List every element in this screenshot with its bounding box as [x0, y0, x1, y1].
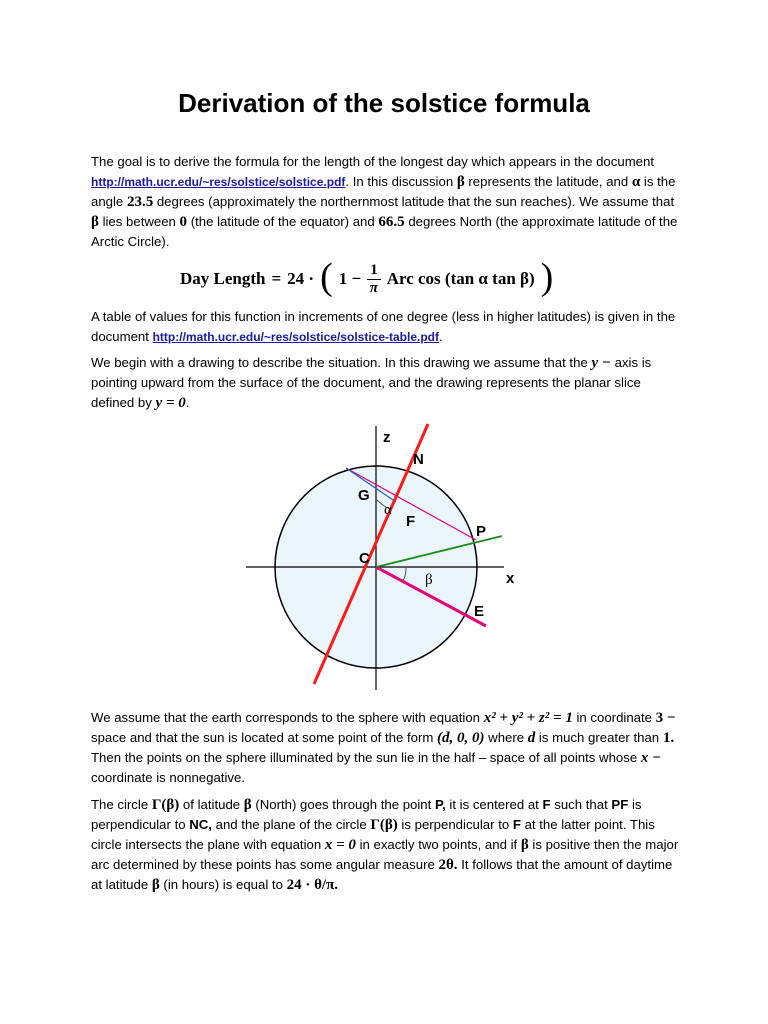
label-n: N [413, 451, 424, 468]
day-length-formula: Day Length = 24 · ( 1 − $\frac{1}{\pi}$ Arc cos (tan α tan β) ) [180, 256, 554, 298]
table-paragraph: A table of values for this function in increments of one degree (less in higher latitudes) is given in the document http://math.ucr.edu/~res/solstice/solstice-table.pdf. [91, 309, 676, 344]
sphere-paragraph: We assume that the earth corresponds to the sphere with equation x² + y² + z² = 1 in coordinate 3 − space and that the sun is located at some point of the form (d, 0, 0) where d is much greater than 1. Then the points on the sphere illuminated by the sun lie in the half – space of all points whose x − coordinate is nonnegative. [91, 710, 676, 785]
label-z: z [383, 429, 391, 446]
sphere-diagram [240, 418, 540, 693]
label-x: x [506, 570, 515, 587]
solstice-table-link[interactable]: http://math.ucr.edu/~res/solstice/solstice-table.pdf [152, 330, 439, 344]
label-f: F [406, 513, 416, 530]
label-e: E [474, 603, 485, 620]
label-alpha: α [384, 502, 392, 518]
intro-paragraph: The goal is to derive the formula for the length of the longest day which appears in the document http://math.ucr.edu/~res/solstice/solstice.pdf. In this discussion β represents the latitude, and α is the angle 23.5 degrees (approximately the northernmost latitude that the sun reaches). We assume that β lies between 0 (the latitude of the equator) and 66.5 degrees North (the approximate latitude of the Arctic Circle). [91, 154, 678, 249]
circle-paragraph: The circle Γ(β) of latitude β (North) goes through the point P, it is centered at F such that PF is perpendicular to NC, and the plane of the circle Γ(β) is perpendicular to F at the latter point. This circle intersects the plane with equation x = 0 in exactly two points, and if β is positive then the major arc determined by these points has some angular measure 2θ. It follows that the amount of daytime at latitude β (in hours) is equal to 24 · θ/π. [91, 797, 679, 893]
formula-lhs: Day Length [180, 269, 266, 288]
label-beta: β [425, 572, 433, 588]
label-p: P [476, 523, 487, 540]
label-c: C [359, 550, 370, 567]
label-g: G [358, 487, 370, 504]
solstice-pdf-link[interactable]: http://math.ucr.edu/~res/solstice/solstice.pdf [91, 175, 346, 189]
drawing-paragraph: We begin with a drawing to describe the situation. In this drawing we assume that the y − axis is pointing upward from the surface of the document, and the drawing represents the planar slice defined by y = 0. [91, 355, 652, 411]
formula-fraction: $\frac{1}{\pi}$ [367, 262, 381, 297]
page-title: Derivation of the solstice formula [178, 88, 590, 118]
